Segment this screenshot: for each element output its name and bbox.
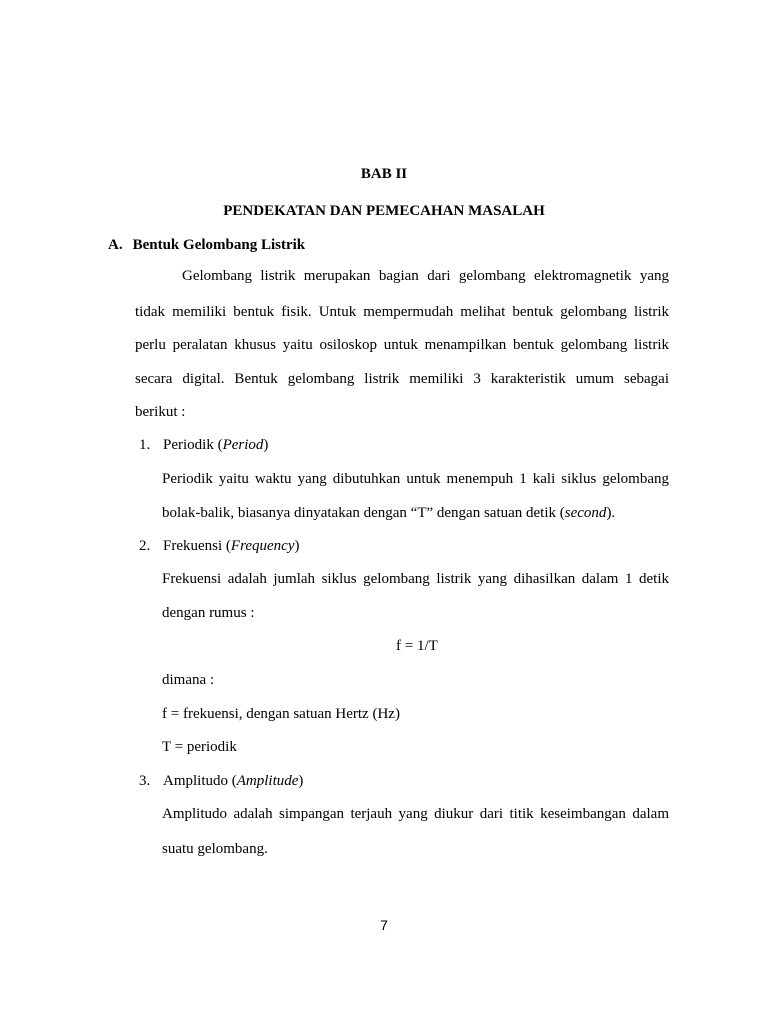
item-title-3: Amplitudo (Amplitude) <box>163 773 304 789</box>
item-3-body-line-2: suatu gelombang. <box>162 841 268 857</box>
intro-line-5: berikut : <box>135 404 186 420</box>
item-3-body-line-1: Amplitudo adalah simpangan terjauh yang diukur dari titik keseimbangan dalam <box>162 806 669 822</box>
item-title-1: Periodik (Period) <box>163 437 269 453</box>
formula: f = 1/T <box>396 638 438 654</box>
item-number-3: 3. <box>139 773 151 789</box>
section-heading <box>108 237 305 254</box>
chapter-label: BAB II <box>360 166 408 182</box>
intro-line-2: tidak memiliki bentuk fisik. Untuk mempermudah melihat bentuk gelombang listrik <box>135 304 669 320</box>
page-number: 7 <box>380 917 388 933</box>
intro-line-3: perlu peralatan khusus yaitu osiloskop untuk menampilkan bentuk gelombang listrik <box>135 337 669 353</box>
chapter-title: PENDEKATAN DAN PEMECAHAN MASALAH <box>223 203 545 219</box>
item-number-1: 1. <box>139 437 151 453</box>
item-1-body-line-2: bolak-balik, biasanya dinyatakan dengan “T” dengan satuan detik (second). <box>162 505 616 521</box>
definition-frequency: f = frekuensi, dengan satuan Hertz (Hz) <box>162 706 400 722</box>
item-title-2: Frekuensi (Frequency) <box>163 538 300 554</box>
definition-period: T = periodik <box>162 739 237 755</box>
item-1-body-line-1: Periodik yaitu waktu yang dibutuhkan untuk menempuh 1 kali siklus gelombang <box>162 471 669 487</box>
intro-line-1: Gelombang listrik merupakan bagian dari gelombang elektromagnetik yang <box>182 268 669 284</box>
item-2-body-line-2: dengan rumus : <box>162 605 255 621</box>
intro-line-4: secara digital. Bentuk gelombang listrik memiliki 3 karakteristik umum sebagai <box>135 371 669 387</box>
item-2-body-line-1: Frekuensi adalah jumlah siklus gelombang listrik yang dihasilkan dalam 1 detik <box>162 571 669 587</box>
item-number-2: 2. <box>139 538 151 554</box>
section-marker: A. <box>108 237 123 253</box>
where-label: dimana : <box>162 672 215 688</box>
section-title: Bentuk Gelombang Listrik <box>132 237 306 253</box>
